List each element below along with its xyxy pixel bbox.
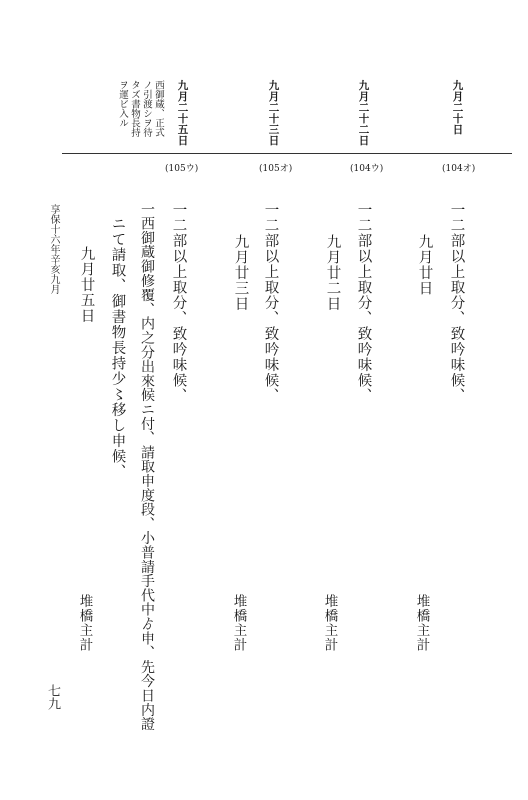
entry-25-line-2: 一西御蔵御修覆、内之分出來候ニ付、請取申度段、小普請手代中ゟ申、先今日内證 xyxy=(139,202,155,732)
entry-22-body: 一二部以上取分、致吟味候、 xyxy=(355,202,372,404)
entry-22-signature: 堆橋主計 xyxy=(321,594,338,652)
header-date-sep22: 九月二十二日 xyxy=(357,80,370,146)
running-head-era: 享保十六年辛亥九月 xyxy=(48,204,59,294)
header-date-sep23: 九月二十三日 xyxy=(267,80,280,146)
page-number: 七九 xyxy=(45,684,60,710)
header-note-line-1: 西御蔵、正式 xyxy=(153,80,164,137)
header-note-line-2: ノ引渡シヲ待 xyxy=(141,80,152,137)
folio-ref-105u: (105ウ) xyxy=(165,164,199,174)
folio-ref-104o: (104オ) xyxy=(442,164,476,174)
entry-23-body: 一二部以上取分、致吟味候、 xyxy=(262,202,279,404)
entry-22-date: 九月廿二日 xyxy=(324,234,341,312)
entry-23-date: 九月廿三日 xyxy=(232,234,249,312)
entry-25-line-3: ニて請取、御書物長持少〻移し申候、 xyxy=(109,216,126,480)
entry-25-line-1: 一二部以上取分、致吟味候、 xyxy=(170,202,187,404)
folio-ref-104u: (104ウ) xyxy=(350,164,384,174)
header-rule xyxy=(62,153,512,154)
entry-23-signature: 堆橋主計 xyxy=(230,594,247,652)
header-note-line-4: ヲ運ビ入ル xyxy=(117,80,128,128)
entry-25-date: 九月廿五日 xyxy=(78,246,95,324)
header-date-sep25: 九月二十五日 xyxy=(176,80,189,146)
entry-20-date: 九月廿日 xyxy=(416,234,433,296)
entry-20-body: 一二部以上取分、致吟味候、 xyxy=(448,202,465,404)
entry-20-signature: 堆橋主計 xyxy=(413,594,430,652)
header-date-sep20: 九月二十日 xyxy=(451,80,464,135)
folio-ref-105o: (105オ) xyxy=(259,164,293,174)
entry-25-signature: 堆橋主計 xyxy=(76,594,93,652)
header-note-line-3: タズ書物長持 xyxy=(129,80,140,137)
